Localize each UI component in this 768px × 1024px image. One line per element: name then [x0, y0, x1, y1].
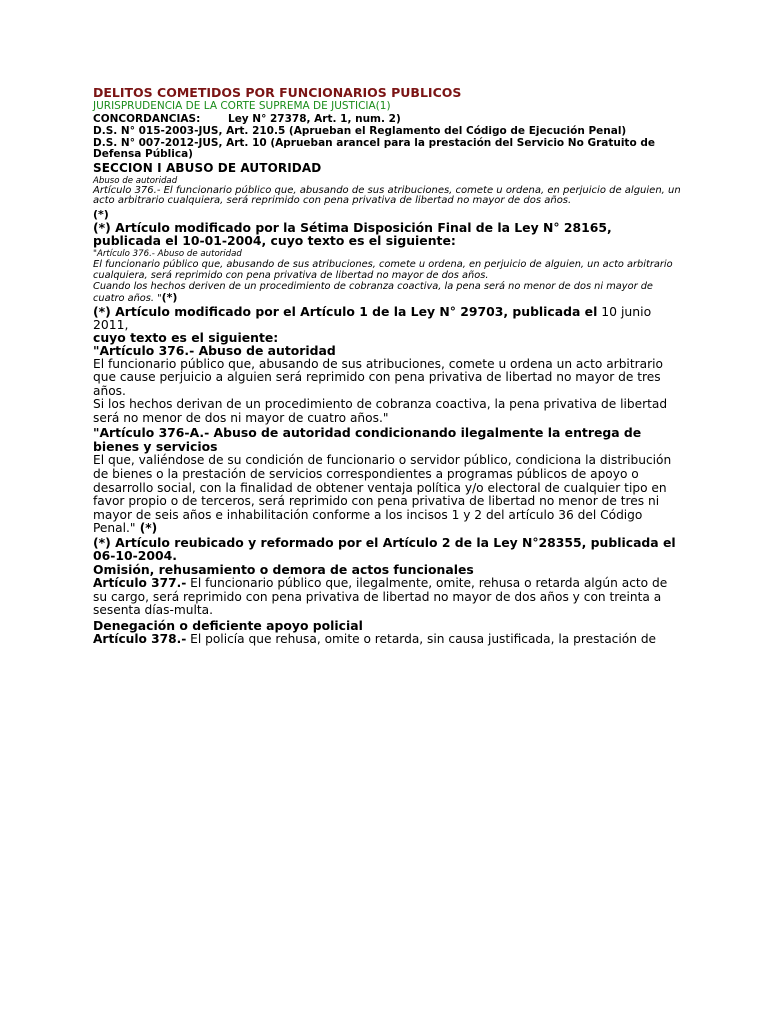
article-376a-star-marker: (*): [135, 521, 158, 536]
concordancias-law-link[interactable]: Ley N° 27378, Art. 1, num. 2): [228, 113, 401, 125]
concordancias-ds-2012-link[interactable]: D.S. N° 007-2012-JUS, Art. 10 (Aprueban arancel para la prestación del Servicio No Gratuito de Defensa Pública): [93, 136, 655, 160]
article-378-heading: Denegación o deficiente apoyo policial: [93, 617, 363, 633]
article-376a-body: [93, 454, 683, 536]
mod1-paragraph-2: [93, 281, 683, 304]
concordancias-row: [93, 113, 683, 125]
article-377-body: [93, 577, 683, 618]
modification-note-29703-bold: (*) Artículo modificado por el Artículo 1 de la Ley N° 29703, publicada el: [93, 303, 598, 319]
mod1-star-marker: (*): [161, 290, 178, 304]
footnote-star-marker: (*): [93, 207, 109, 221]
mod1-paragraph-2-text: Cuando los hechos deriven de un procedimiento de cobranza coactiva, la pena será no menor de dos ni mayor de cuatro años. ": [93, 280, 653, 304]
concordancias-label: CONCORDANCIAS:: [93, 113, 201, 125]
article-376-heading: "Artículo 376.- Abuso de autoridad: [93, 342, 336, 358]
article-377-label: Artículo 377.-: [93, 576, 187, 591]
article-376a-heading: "Artículo 376-A.- Abuso de autoridad condicionando ilegalmente la entrega de bienes y servicios: [93, 425, 642, 455]
modification-note-29703: [93, 305, 683, 344]
mod1-paragraph-1: El funcionario público que, abusando de sus atribuciones, comete u ordena, en perjuicio de alguien, un acto arbitrario cualquiera, será reprimido con pena privativa de libertad no mayor de dos años.: [93, 258, 673, 281]
article-378-text: El policía que rehusa, omite o retarda, sin causa justificada, la prestación de: [186, 631, 657, 646]
article-378-body: [93, 633, 683, 647]
article-377-heading: Omisión, rehusamiento o demora de actos funcionales: [93, 562, 474, 578]
concordancias-ds-2003-link[interactable]: D.S. N° 015-2003-JUS, Art. 210.5 (Aprueban el Reglamento del Código de Ejecución Penal): [93, 125, 627, 137]
article-378-label: Artículo 378.-: [93, 631, 187, 646]
modification-note-29703-date: 10 junio 2011,: [93, 303, 652, 332]
modification-note-28165: (*) Artículo modificado por la Sétima Disposición Final de la Ley N° 28165, publicada el 10-01-2004, cuyo texto es el siguiente:: [93, 219, 612, 248]
original-article-text: Artículo 376.- El funcionario público que, abusando de sus atribuciones, comete u ordena, en perjuicio de alguien, un acto arbitrario cualquiera, será reprimido con pena privativa de libertad no mayor de dos años.: [93, 184, 681, 206]
relocation-note-28355: (*) Artículo reubicado y reformado por el Artículo 2 de la Ley N°28355, publicada el 06-10-2004.: [93, 535, 676, 564]
document-title: DELITOS COMETIDOS POR FUNCIONARIOS PUBLICOS: [93, 85, 462, 100]
article-376-paragraph-2: Si los hechos derivan de un procedimiento de cobranza coactiva, la pena privativa de libertad será no menor de dos ni mayor de cuatro años.": [93, 397, 668, 425]
original-article-heading: Abuso de autoridad: [93, 175, 178, 186]
article-377-text: El funcionario público que, ilegalmente, omite, rehusa o retarda algún acto de su cargo, será reprimido con pena privativa de libertad no mayor de dos años y con treinta a sesenta días-multa.: [93, 576, 668, 618]
document-page: [93, 86, 683, 646]
section-title: SECCION I ABUSO DE AUTORIDAD: [93, 160, 322, 175]
article-376-body: [93, 358, 683, 426]
modification-note-29703-tail: cuyo texto es el siguiente:: [93, 329, 279, 345]
mod1-article-heading: "Artículo 376.- Abuso de autoridad: [93, 248, 242, 259]
mod1-article-text: [93, 259, 683, 304]
article-376-paragraph-1: El funcionario público que, abusando de sus atribuciones, comete u ordena un acto arbitrario que cause perjuicio a alguien será reprimido con pena privativa de libertad no mayor de tres años.: [93, 356, 663, 398]
jurisprudence-link[interactable]: JURISPRUDENCIA DE LA CORTE SUPREMA DE JUSTICIA(1): [93, 100, 391, 112]
article-376a-text: El que, valiéndose de su condición de funcionario o servidor público, condiciona la distribución de bienes o la prestación de servicios correspondientes a programas públicos de apoyo o desarrollo social, con la finalidad de obtener ventaja política y/o electoral de cualquier tipo en favor propio o de terceros, será reprimido con pena privativa de libertad no menor de tres ni mayor de seis años e inhabilitación conforme a los incisos 1 y 2 del artículo 36 del Código Penal.": [93, 453, 672, 536]
